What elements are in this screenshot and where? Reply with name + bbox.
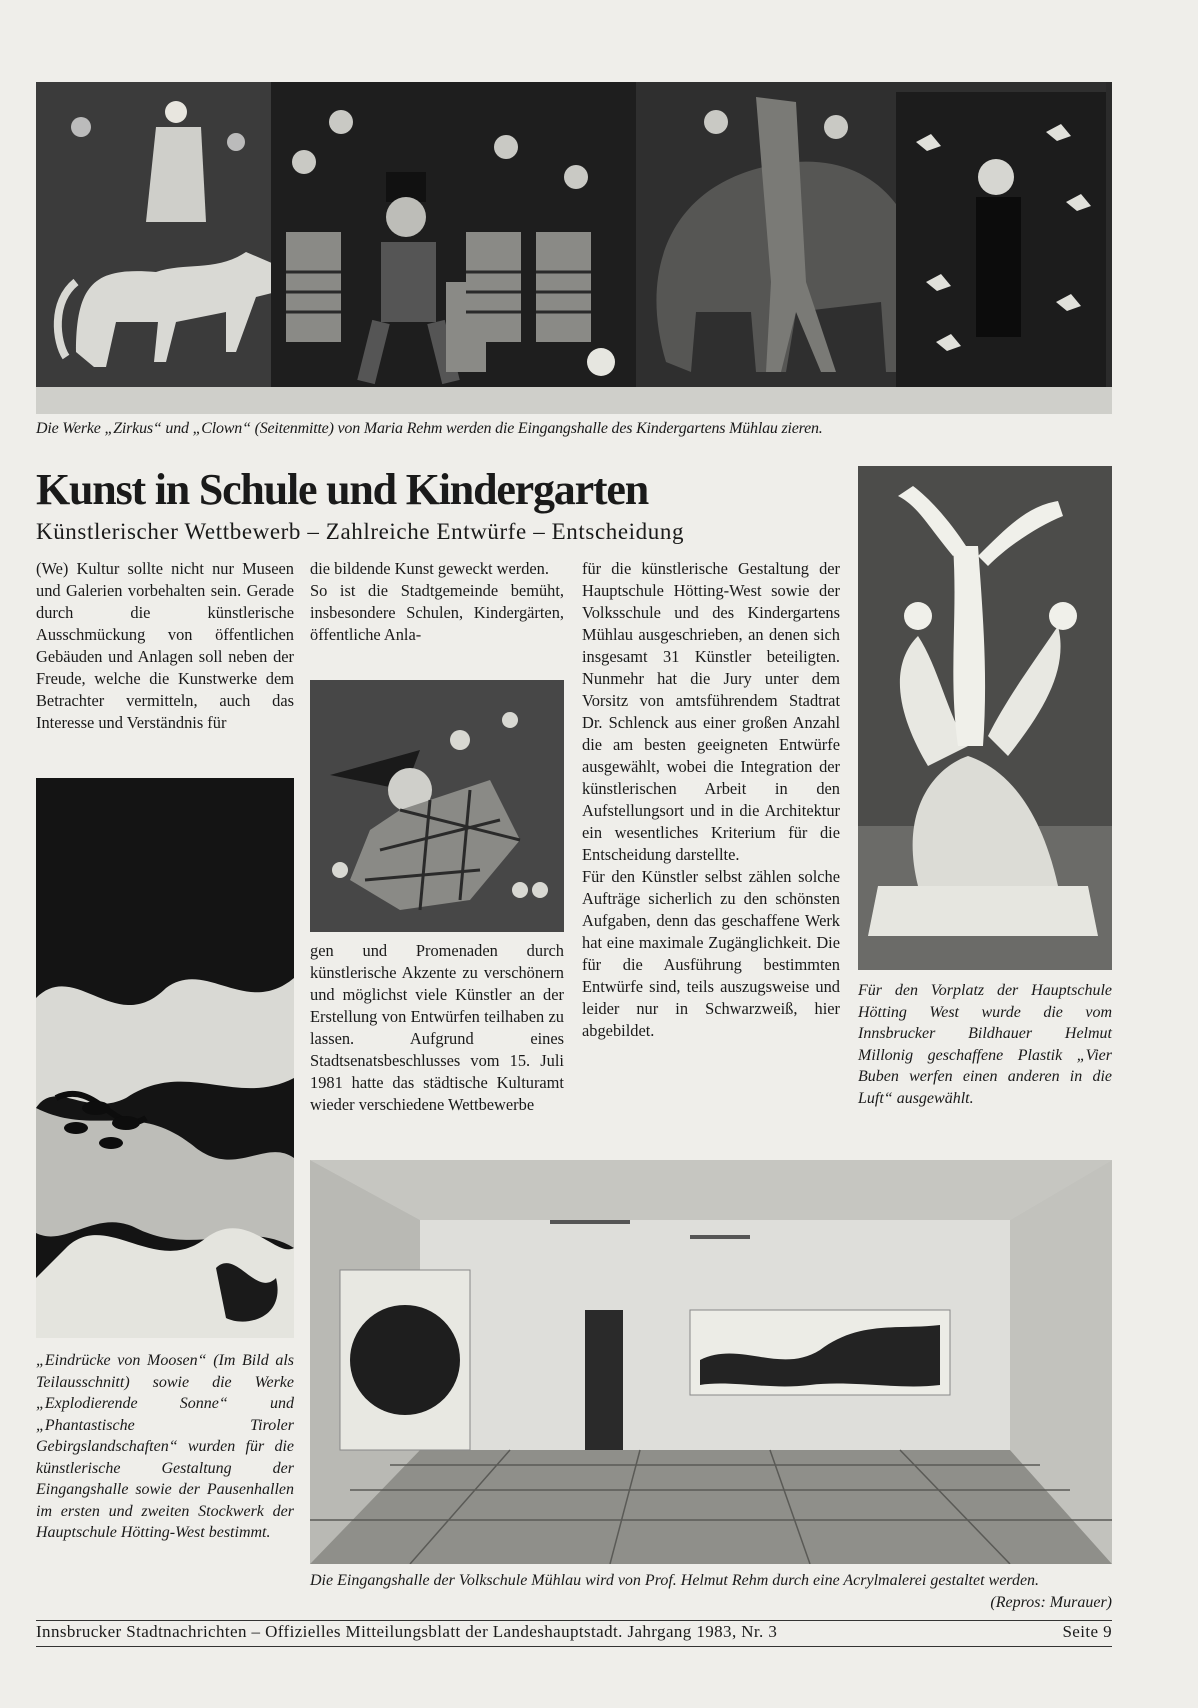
headline: Kunst in Schule und Kindergarten	[36, 465, 648, 514]
circus-artworks-image	[36, 82, 1112, 414]
top-caption: Die Werke „Zirkus“ und „Clown“ (Seitenmitte) von Maria Rehm werden die Eingangshalle des Kindergartens Mühlau zieren.	[36, 420, 823, 437]
entrance-hall-image	[310, 1160, 1112, 1564]
subheadline: Künstlerischer Wettbewerb – Zahlreiche Entwürfe – Entscheidung	[36, 519, 685, 544]
photo-credit: (Repros: Murauer)	[990, 1594, 1112, 1611]
col3-paragraph-2: Für den Künstler selbst zählen solche Aufträge sicherlich zu den schönsten Aufgaben, denn das geschaffene Werk hat eine maximale Zugänglichkeit. Die für die Ausführung bestimmten Entwürfe sind, teils auszugsweise und leider nur in Schwarzweiß, hier abgebildet.	[582, 867, 840, 1040]
footer-rule-bottom	[36, 1646, 1112, 1647]
sculpture-caption: Für den Vorplatz der Hauptschule Hötting West wurde die vom Innsbrucker Bildhauer Helmut Millonig geschaffene Plastik „Vier Buben werfen einen anderen in die Luft“ ausgewählt.	[858, 982, 1112, 1107]
col3-paragraph-1: für die künstlerische Gestaltung der Hauptschule Hötting-West sowie der Volksschule und des Kindergartens Mühlau ausgeschrieben, an denen sich insgesamt 31 Künstler beteiligten. Nunmehr hat die Jury unter dem Vorsitz von amtsführendem Stadtrat Dr. Schlenck aus einer großen Anzahl die am besten geeigneten Entwürfe ausgewählt, wobei die Integration der künstlerischen Arbeit in den Aufstellungsort und in die Architektur ein wesentliches Kriterium für die Entscheidung darstellte.	[582, 559, 840, 864]
moss-caption: „Eindrücke von Moosen“ (Im Bild als Teilausschnitt) sowie die Werke „Explodierende Sonne“ und „Phantastische Tiroler Gebirgslandschaften“ wurden für die künstlerische Gestaltung der Eingangshalle sowie der Pausenhallen im ersten und zweiten Stockwerk der Hauptschule Hötting-West bestimmt.	[36, 1352, 294, 1541]
article-column-2-continued	[310, 940, 564, 1116]
article-column-1	[36, 558, 294, 734]
col2-paragraph-1: die bildende Kunst geweckt werden.	[310, 559, 549, 578]
harlequin-artwork-image	[310, 680, 564, 932]
col2-paragraph-3: gen und Promenaden durch künstlerische Akzente zu verschönern und möglichst viele Künstler an der Erstellung von Entwürfen teilhaben zu lassen. Aufgrund eines Stadtsenatsbeschlusses vom 15. Juli 1981 hatte das städtische Kulturamt wieder verschiedene Wettbewerbe	[310, 941, 564, 1114]
moss-artwork-image	[36, 778, 294, 1338]
col1-paragraph: (We) Kultur sollte nicht nur Museen und Galerien vorbehalten sein. Gerade durch die künstlerische Ausschmückung von öffentlichen Gebäuden und Anlagen soll neben der Freude, welche die Kunstwerke dem Betrachter vermitteln, auch das Interesse und Verständnis für	[36, 559, 294, 732]
article-column-3	[582, 558, 840, 1042]
sculpture-photo	[858, 466, 1112, 970]
col2-paragraph-2: So ist die Stadtgemeinde bemüht, insbesondere Schulen, Kindergärten, öffentliche Anla-	[310, 581, 564, 644]
footer-rule	[36, 1620, 1112, 1621]
footer-text: Innsbrucker Stadtnachrichten – Offizielles Mitteilungsblatt der Landeshauptstadt. Jahrgang 1983, Nr. 3	[36, 1622, 778, 1641]
hall-caption: Die Eingangshalle der Volkschule Mühlau wird von Prof. Helmut Rehm durch eine Acrylmalerei gestaltet werden.	[310, 1572, 1040, 1589]
page-number: Seite 9	[1062, 1622, 1112, 1641]
article-column-2	[310, 558, 564, 646]
